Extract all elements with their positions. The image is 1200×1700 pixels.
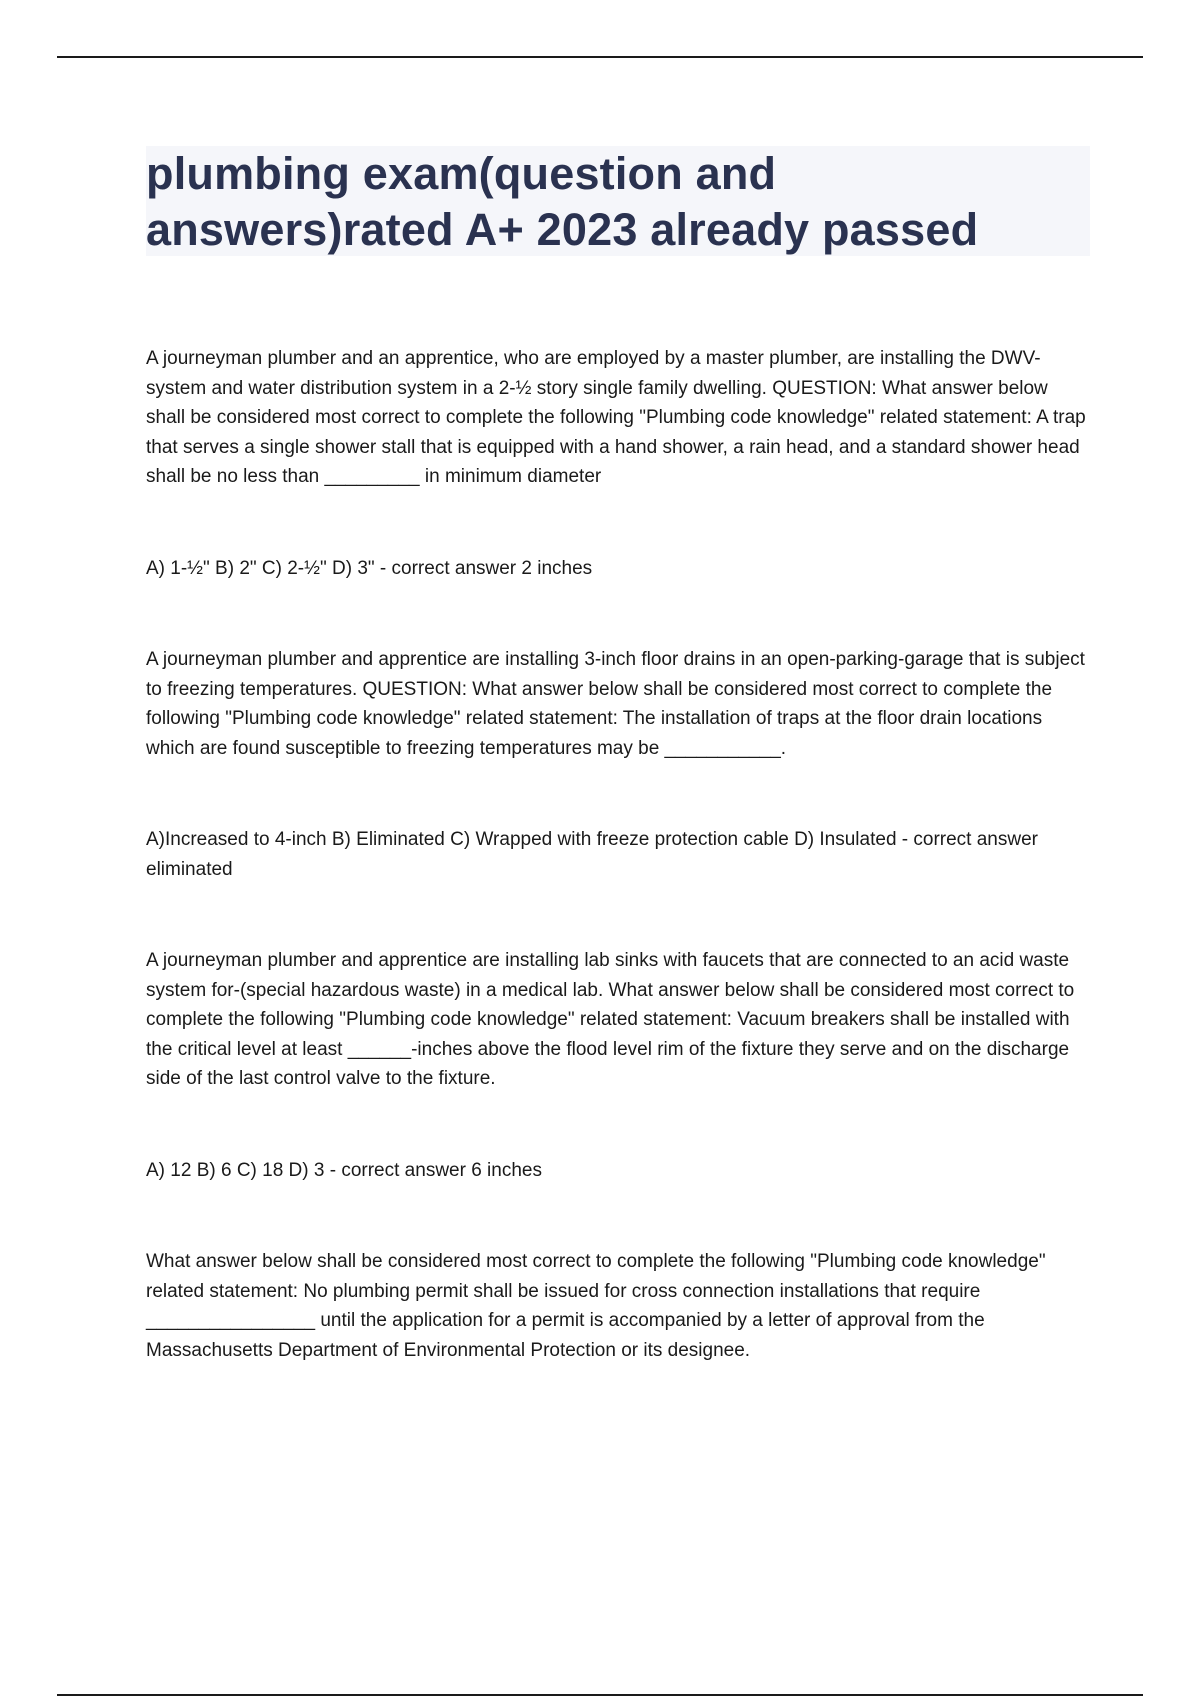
bottom-divider [57, 1694, 1143, 1696]
question-4: What answer below shall be considered most correct to complete the following "Plumbing code knowledge" related statement: No plumbing permit shall be issued for cross connection installations that require ________________ until the application for a permit is accompanied by a letter of approval from the Massachusetts Department of Environmental Protection or its designee. [146, 1251, 1046, 1361]
question-1: A journeyman plumber and an apprentice, who are employed by a master plumber, are installing the DWV-system and water distribution system in a 2-½ story single family dwelling. QUESTION: What answer below shall be considered most correct to complete the following "Plumbing code knowledge" related statement: A trap that serves a single shower stall that is equipped with a hand shower, a rain head, and a standard shower head shall be no less than _________ in minimum diameter [146, 348, 1086, 487]
question-3: A journeyman plumber and apprentice are installing lab sinks with faucets that are connected to an acid waste system for-(special hazardous waste) in a medical lab. What answer below shall be considered most correct to complete the following "Plumbing code knowledge" related statement: Vacuum breakers shall be installed with the critical level at least ______-inches above the flood level rim of the fixture they serve and on the discharge side of the last control valve to the fixture. [146, 950, 1075, 1089]
document-body [146, 344, 1090, 1365]
top-divider [57, 56, 1143, 58]
question-2: A journeyman plumber and apprentice are installing 3-inch floor drains in an open-parking-garage that is subject to freezing temperatures. QUESTION: What answer below shall be considered most correct to complete the following "Plumbing code knowledge" related statement: The installation of traps at the floor drain locations which are found susceptible to freezing temperatures may be ___________. [146, 649, 1085, 759]
answer-1: A) 1-½" B) 2" C) 2-½" D) 3" - correct answer 2 inches [146, 557, 593, 579]
answer-3: A) 12 B) 6 C) 18 D) 3 - correct answer 6 inches [146, 1159, 542, 1181]
answer-2: A)Increased to 4-inch B) Eliminated C) Wrapped with freeze protection cable D) Insulated - correct answer eliminated [146, 829, 1038, 880]
document-title: plumbing exam(question and answers)rated A+ 2023 already passed [146, 148, 979, 255]
